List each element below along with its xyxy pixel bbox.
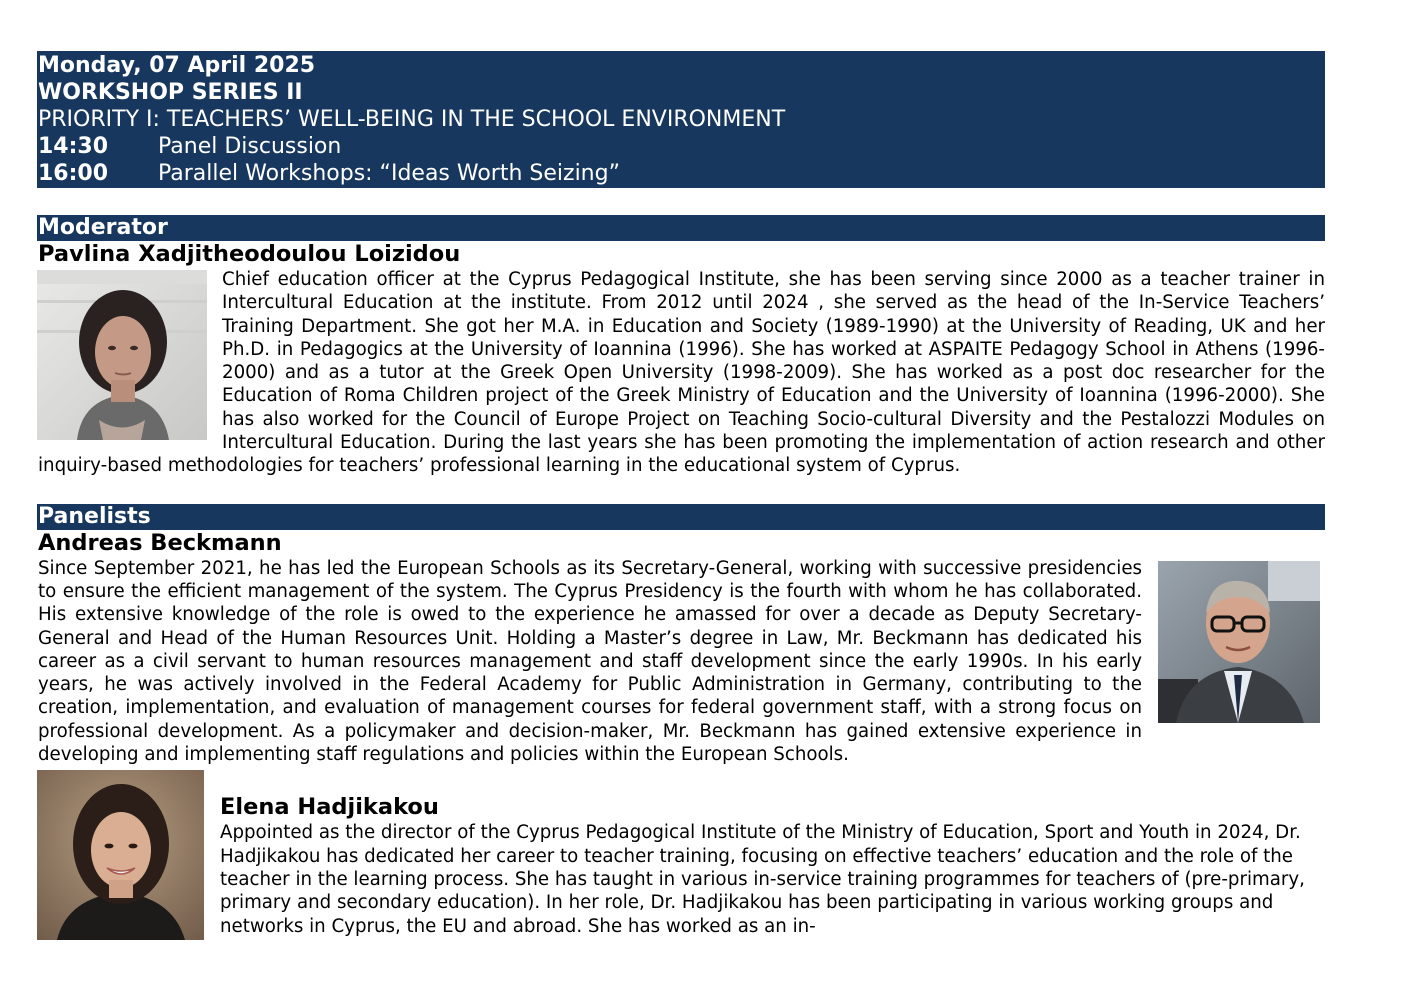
schedule-time: 14:30	[38, 134, 109, 159]
portrait-man-image	[1158, 561, 1320, 723]
portrait-woman-image	[37, 770, 204, 940]
portrait-woman-image	[37, 270, 207, 440]
panelist-photo	[1158, 561, 1320, 723]
panelists-heading: Panelists	[37, 504, 1325, 530]
moderator-bio: Chief education officer at the Cyprus Pedagogical Institute, she has been serving since 2000 as a teacher trainer in Intercultural Education at the institute. From 2012 until 2024 , she served as the head of the In-Service Teachers’ Training Department. She got her M.A. in Education and Society (1989-1990) at the University of Reading, UK and her Ph.D. in Pedagogics at the University of Ioannina (1996). She has worked at ASPAITE Pedagogy School in Athens (1996-2000) and as a tutor at the Greek Open University (1998-2009). She has worked as a post doc researcher for the Education of Roma Children project of the Greek Ministry of Education and the University of Ioannina (1996-2000). She has also worked for the Council of Europe Project on Teaching Socio-cultural Diversity and the Pestalozzi Modules on Intercultural Education. During the last years she has been promoting the implementation of action research and other inquiry-based methodologies for teachers’ professional learning in the educational system of Cyprus.	[38, 269, 1325, 477]
schedule-row	[38, 160, 1325, 187]
moderator-name: Pavlina Xadjitheodoulou Loizidou	[38, 241, 461, 267]
panelist-name: Andreas Beckmann	[38, 529, 282, 556]
moderator-section	[37, 215, 1325, 478]
panelists-section	[37, 504, 1325, 941]
schedule-event: Panel Discussion	[158, 134, 342, 159]
priority-title: PRIORITY I: TEACHERS’ WELL-BEING IN THE SCHOOL ENVIRONMENT	[38, 107, 786, 132]
panelist-entry	[37, 770, 1325, 940]
schedule-row	[38, 133, 1325, 160]
panelist-bio: Appointed as the director of the Cyprus Pedagogical Institute of the Ministry of Education, Sport and Youth in 2024, Dr. Hadjikakou has dedicated her career to teacher training, focusing on effective teachers’ education and the role of the teacher in the learning process. She has taught in various in-service training programmes for teachers of (pre-primary, primary and secondary education). In her role, Dr. Hadjikakou has been participating in various working groups and networks in Cyprus, the EU and abroad. She has worked as an in-	[220, 822, 1305, 937]
session-header	[37, 51, 1325, 188]
schedule-time: 16:00	[38, 161, 109, 186]
program-page	[37, 51, 1325, 940]
session-date: Monday, 07 April 2025	[38, 53, 316, 78]
panelist-bio: Since September 2021, he has led the European Schools as its Secretary-General, working with successive presidencies to ensure the efficient management of the system. The Cyprus Presidency is the fourth with whom he has collaborated. His extensive knowledge of the role is owed to the experience he amassed for over a decade as Deputy Secretary-General and Head of the Human Resources Unit. Holding a Master’s degree in Law, Mr. Beckmann has dedicated his career as a civil servant to human resources management and staff development since the early 1990s. In his early years, he was actively involved in the Federal Academy for Public Administration in Germany, contributing to the creation, implementation, and evaluation of management courses for federal government staff, with a strong focus on professional development. As a policymaker and decision-maker, Mr. Beckmann has gained extensive experience in developing and implementing staff regulations and policies within the European Schools.	[38, 557, 1142, 766]
schedule-event: Parallel Workshops: “Ideas Worth Seizing”	[158, 161, 620, 186]
workshop-series-title: WORKSHOP SERIES II	[38, 80, 303, 105]
moderator-photo	[37, 270, 207, 440]
moderator-heading: Moderator	[37, 215, 1325, 241]
panelist-name: Elena Hadjikakou	[220, 794, 439, 821]
